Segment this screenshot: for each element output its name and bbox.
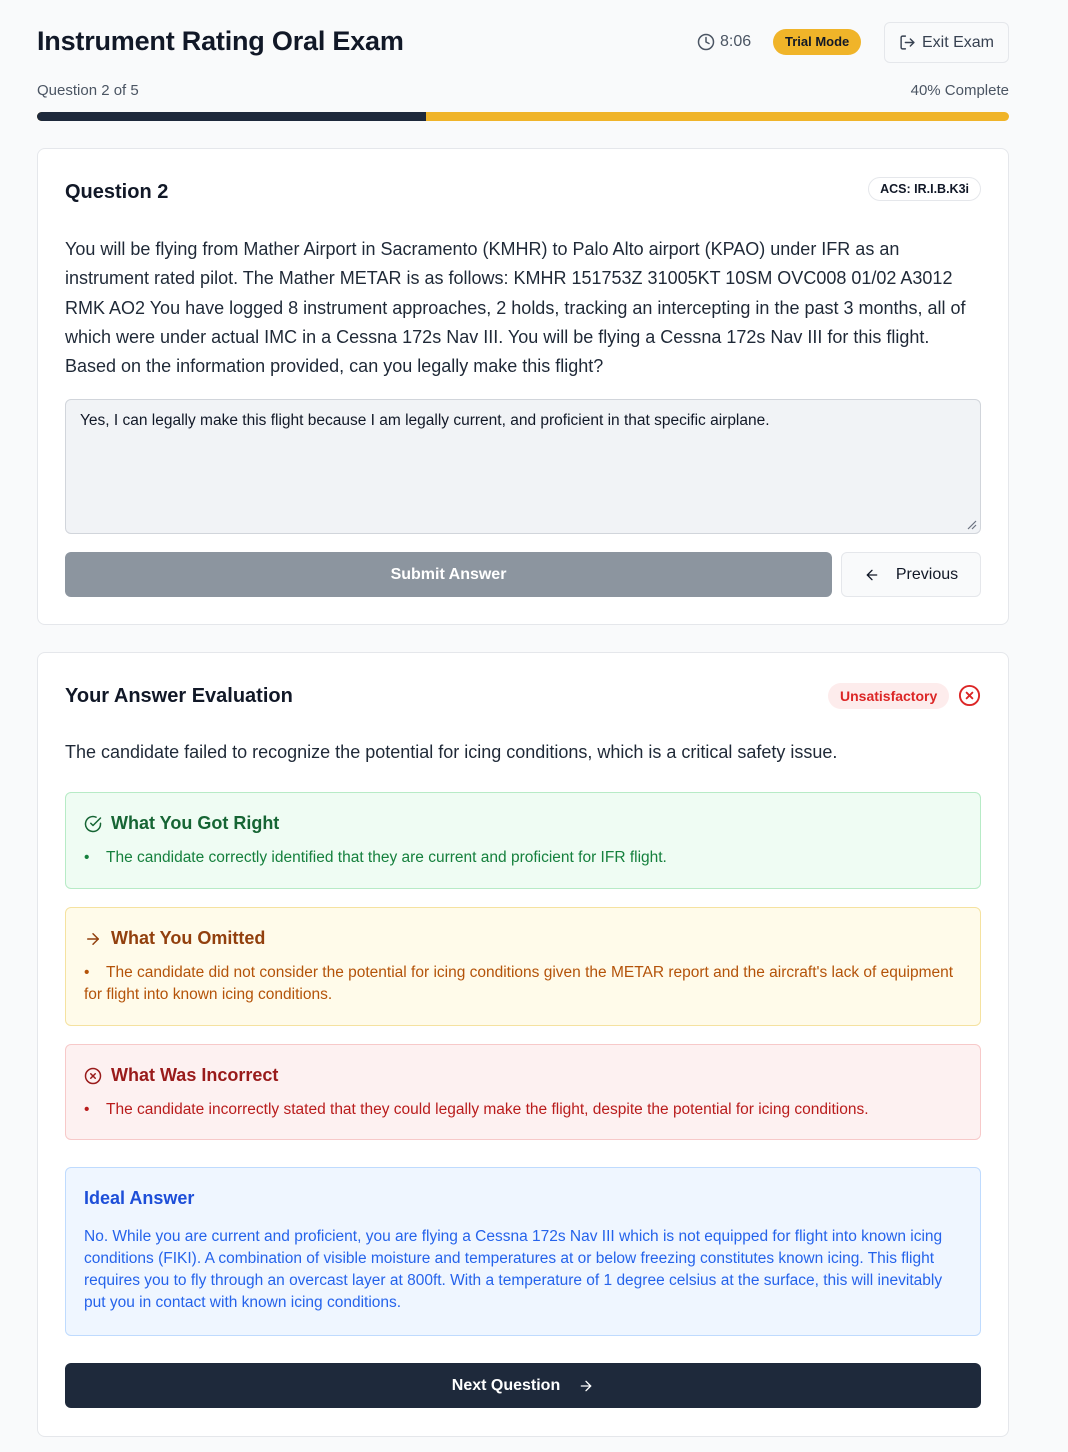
evaluation-summary: The candidate failed to recognize the potential for icing conditions, which is a critical safety issue. — [65, 742, 838, 762]
incorrect-item-text: The candidate incorrectly stated that they could legally make the flight, despite the potential for icing conditions. — [106, 1101, 869, 1118]
omitted-heading-text: What You Omitted — [111, 928, 266, 948]
resize-handle-icon[interactable] — [967, 520, 977, 530]
got-right-heading — [84, 813, 279, 834]
omitted-section — [65, 907, 981, 1026]
x-circle-icon — [958, 684, 981, 707]
acs-code-badge: ACS: IR.I.B.K3i — [868, 177, 981, 201]
arrow-right-icon — [84, 930, 102, 948]
trial-mode-badge: Trial Mode — [773, 29, 861, 55]
list-item: • The candidate correctly identified that they are current and proficient for IFR flight. — [84, 849, 667, 866]
clock-icon — [697, 33, 715, 51]
omitted-item-text: The candidate did not consider the potential for icing conditions given the METAR report and the aircraft's lack of equipment for flight into known icing conditions. — [84, 964, 954, 1003]
previous-button[interactable] — [841, 552, 981, 597]
question-card — [37, 148, 1009, 625]
question-title: Question 2 — [65, 181, 169, 203]
ideal-answer-heading: Ideal Answer — [84, 1188, 195, 1208]
got-right-item-text: The candidate correctly identified that they are current and proficient for IFR flight. — [106, 849, 667, 866]
omitted-heading — [84, 928, 265, 949]
next-question-label: Next Question — [451, 1376, 561, 1394]
previous-label: Previous — [895, 565, 959, 583]
incorrect-heading — [84, 1065, 278, 1086]
evaluation-title: Your Answer Evaluation — [65, 685, 293, 707]
list-item: • The candidate incorrectly stated that they could legally make the flight, despite the potential for icing conditions. — [84, 1101, 869, 1118]
check-circle-icon — [84, 815, 102, 833]
percent-complete: 40% Complete — [910, 82, 1009, 99]
rating-badge: Unsatisfactory — [828, 683, 949, 709]
progress-fill — [37, 112, 426, 121]
incorrect-section — [65, 1044, 981, 1140]
page-title: Instrument Rating Oral Exam — [37, 26, 404, 56]
question-counter: Question 2 of 5 — [37, 82, 139, 99]
ideal-answer-text: No. While you are current and proficient, you are flying a Cessna 172s Nav III which is not equipped for flight into known icing conditions (FIKI). A combination of visible moisture and temperatures at or below freezing constitutes known icing. This flight requires you to fly through an overcast layer at 800ft. With a temperature of 1 degree celsius at the surface, this will inevitably put you in contact with known icing conditions. — [84, 1228, 943, 1311]
got-right-heading-text: What You Got Right — [111, 813, 280, 833]
ideal-answer-section — [65, 1167, 981, 1336]
list-item: • The candidate did not consider the potential for icing conditions given the METAR report and the aircraft's lack of equipment for flight into known icing conditions. — [84, 964, 954, 1003]
exit-exam-label: Exit Exam — [921, 33, 994, 51]
x-circle-icon — [84, 1067, 102, 1085]
exit-exam-button[interactable] — [884, 22, 1009, 63]
answer-textarea[interactable] — [65, 399, 981, 534]
timer-value: 8:06 — [720, 33, 752, 50]
got-right-section — [65, 792, 981, 889]
arrow-left-icon — [864, 567, 880, 583]
submit-answer-button[interactable]: Submit Answer — [65, 552, 832, 597]
log-out-icon — [899, 34, 916, 51]
question-text: You will be flying from Mather Airport in Sacramento (KMHR) to Palo Alto airport (KPAO) under IFR as an instrument rated pilot. The Mather METAR is as follows: KMHR 151753Z 31005KT 10SM OVC008 01/02 A3012 RMK AO2 You have logged 8 instrument approaches, 2 holds, tracking an intercepting in the past 3 months, all of which were under actual IMC in a Cessna 172s Nav III. You will be flying a Cessna 172s Nav III for this flight. Based on the information provided, can you legally make this flight? — [65, 239, 966, 377]
evaluation-card — [37, 652, 1009, 1437]
timer — [697, 33, 751, 51]
exam-header — [37, 22, 1009, 64]
arrow-right-icon — [578, 1378, 594, 1394]
incorrect-heading-text: What Was Incorrect — [111, 1065, 279, 1085]
progress-bar — [37, 112, 1009, 121]
next-question-button[interactable] — [65, 1363, 981, 1408]
